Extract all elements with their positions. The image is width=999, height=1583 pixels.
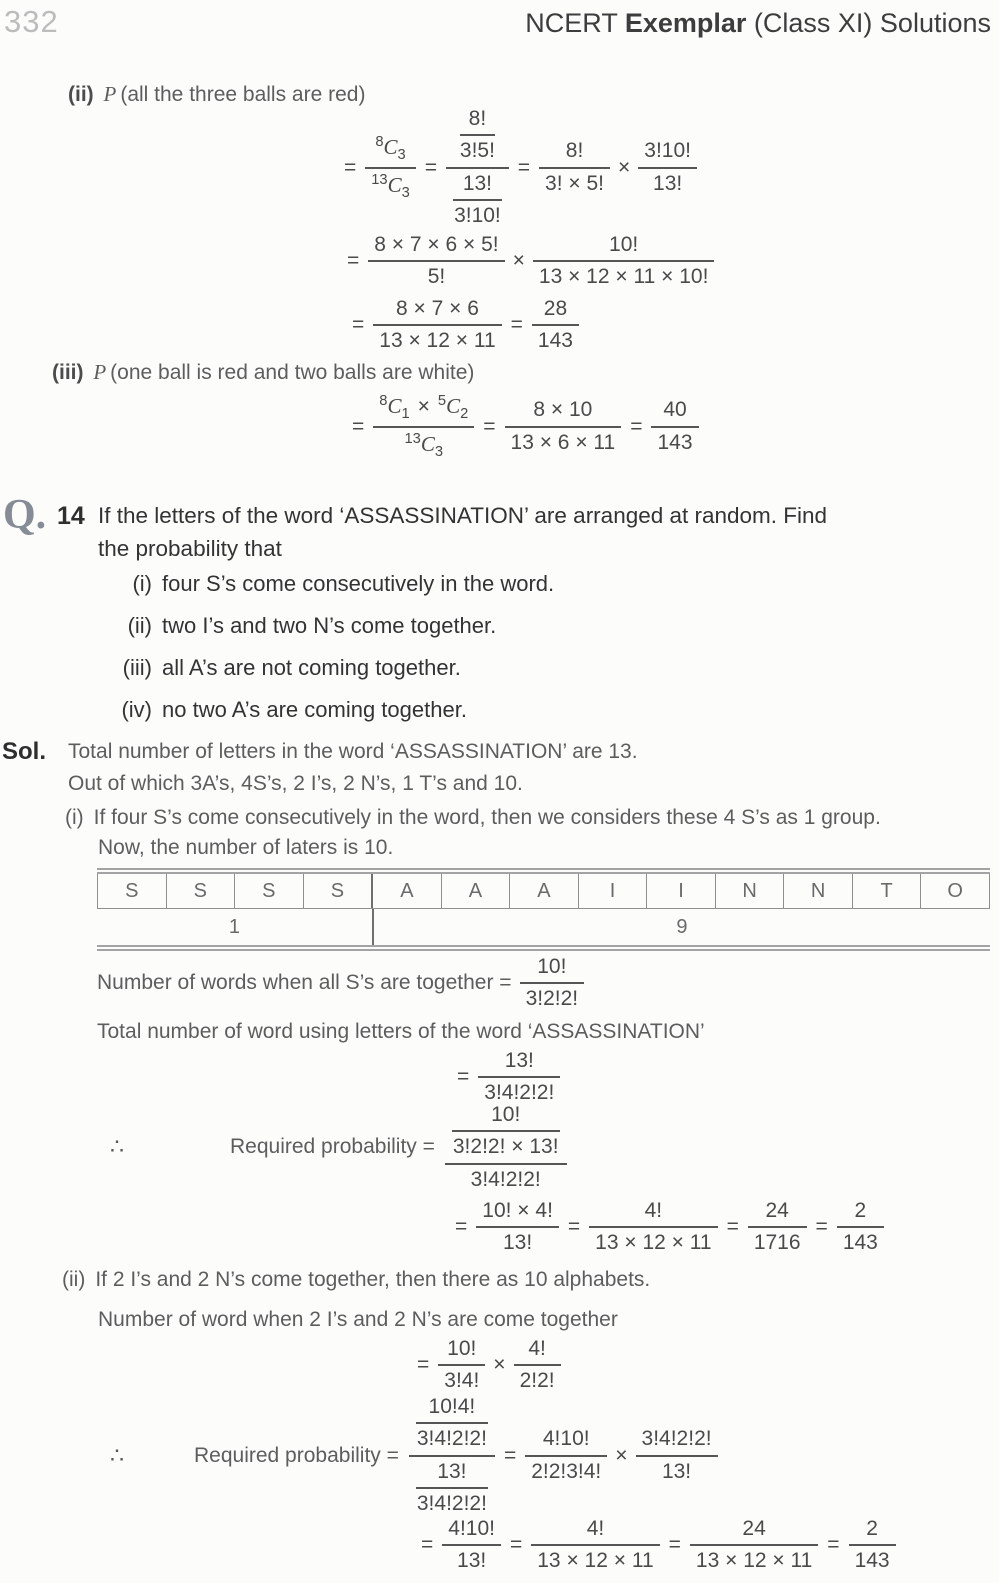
fraction	[690, 1514, 818, 1577]
fraction	[532, 294, 579, 357]
equation-e	[110, 1100, 567, 1195]
equals-sign: =	[815, 1215, 828, 1239]
subscript: 1	[401, 406, 410, 423]
total-words-text: Total number of word using letters of the word ‘ASSASSINATION’	[97, 1020, 705, 1043]
part-ii-heading	[68, 82, 365, 107]
part-iii-heading	[52, 360, 474, 385]
part-ii-label: (ii)	[68, 83, 94, 106]
equals-sign: =	[630, 414, 643, 438]
numerator: 2	[866, 1517, 878, 1540]
fraction-term: 13!	[462, 171, 493, 195]
part-iii-text: (one ball is red and two balls are white)	[110, 361, 475, 384]
equation-c	[97, 952, 584, 1015]
item-numeral: (iii)	[122, 655, 152, 680]
denominator: 2!2!	[514, 1364, 561, 1396]
denominator: 13 × 6 × 11	[505, 426, 622, 458]
item-text: all A’s are not coming together.	[162, 655, 461, 680]
item-numeral: (iv)	[121, 697, 152, 722]
multiply-sign: ×	[615, 1443, 628, 1467]
solution-item-ii	[62, 1268, 650, 1292]
fraction-term: 3!2!2! × 13!	[452, 1135, 559, 1159]
multiply-sign: ×	[512, 249, 525, 273]
table-cell: I	[647, 874, 716, 908]
fraction	[373, 294, 501, 357]
fraction-term: 10!4!	[428, 1395, 476, 1418]
numerator: 10!	[609, 233, 639, 256]
fraction-term: 3!5!	[459, 139, 495, 163]
denominator: 13 × 12 × 11	[531, 1544, 659, 1576]
equals-sign: =	[517, 155, 531, 179]
ncr-product	[373, 390, 474, 426]
fraction-term: 10!	[491, 1103, 521, 1126]
numerator: 3!4!2!2!	[641, 1427, 712, 1451]
item-numeral: (ii)	[62, 1268, 86, 1291]
fraction	[442, 1514, 501, 1577]
numerator: 3!10!	[644, 139, 691, 163]
ncr-13c3	[373, 426, 474, 464]
equals-sign: =	[510, 313, 523, 337]
numerator: 4!	[586, 1517, 605, 1540]
book-title-bold: Exemplar	[624, 8, 747, 38]
table-cell: A	[373, 874, 442, 908]
nested-fraction	[409, 1392, 495, 1519]
group-count-left: 1	[97, 909, 374, 945]
table-cell: N	[716, 874, 785, 908]
equals-sign: =	[347, 249, 360, 273]
numerator: 24	[765, 1199, 789, 1222]
numerator: 10!	[447, 1337, 477, 1360]
equals-sign: =	[424, 155, 438, 179]
book-title-prefix: NCERT	[525, 8, 625, 38]
ncr-fraction	[373, 390, 474, 463]
therefore-symbol: ∴	[110, 1134, 124, 1160]
question-number: 14	[57, 502, 85, 530]
fraction	[636, 1424, 718, 1487]
fraction	[520, 952, 585, 1015]
numerator: 2	[854, 1199, 867, 1222]
nested-fraction	[445, 1100, 567, 1195]
equation-h	[110, 1392, 718, 1519]
equals-sign: =	[509, 1533, 523, 1557]
equation-a2	[338, 230, 714, 293]
table-cell: S	[235, 874, 304, 908]
equals-sign: =	[417, 1353, 430, 1377]
item-text: If four S’s come consecutively in the word, then we considers these 4 S’s as 1 group.	[93, 806, 881, 829]
fraction	[589, 1196, 717, 1259]
fraction	[505, 395, 622, 458]
solution-line1: Total number of letters in the word ‘ASSASSINATION’ are 13.	[68, 740, 638, 763]
fraction	[651, 395, 698, 458]
subscript: 2	[460, 406, 469, 423]
fraction	[438, 1334, 485, 1397]
denominator: 5!	[368, 260, 504, 292]
fraction	[525, 1424, 607, 1487]
denominator: 2!2!3!4!	[525, 1455, 607, 1487]
equals-sign: =	[352, 414, 365, 438]
multiply-sign: ×	[493, 1353, 506, 1377]
equals-sign: =	[726, 1215, 739, 1239]
equals-sign: =	[668, 1533, 681, 1557]
equals-sign: =	[421, 1533, 434, 1557]
numerator: 4!	[528, 1337, 546, 1360]
numerator: 8 × 7 × 6 × 5!	[374, 233, 499, 256]
subscript: 3	[401, 184, 410, 201]
numerator: 28	[543, 297, 568, 320]
part-ii-text: (all the three balls are red)	[120, 83, 366, 106]
denominator: 13 × 12 × 11	[589, 1226, 717, 1258]
subscript: 3	[397, 147, 406, 164]
ncr-8c3	[365, 131, 416, 167]
table-cell: I	[579, 874, 648, 908]
denominator: 143	[651, 426, 698, 458]
solution-line2: Out of which 3A’s, 4S’s, 2 I’s, 2 N’s, 1 T’s and 10.	[68, 772, 523, 795]
probability-variable: P	[103, 82, 117, 106]
solution-item-i	[65, 806, 881, 830]
fraction	[539, 136, 610, 199]
numerator: 10!	[537, 955, 567, 978]
denominator: 3!2!2!	[520, 982, 585, 1014]
superscript: 8	[379, 393, 388, 409]
question-line1: If the letters of the word ‘ASSASSINATION’ are arranged at random. Find	[98, 503, 828, 528]
denominator: 143	[849, 1544, 896, 1576]
denominator: 13 × 12 × 11 × 10!	[533, 260, 715, 292]
equation-i	[412, 1514, 896, 1577]
question-item-iii	[96, 655, 461, 681]
equals-sign: =	[352, 313, 365, 337]
probability-variable: P	[93, 360, 107, 384]
solution-item-i-line2: Now, the number of laters is 10.	[98, 836, 394, 859]
equals-sign: =	[827, 1533, 840, 1557]
combination-symbol: C	[446, 394, 461, 418]
question-marker: Q.	[3, 492, 47, 538]
fraction	[368, 230, 504, 293]
combination-symbol: C	[387, 172, 402, 197]
denominator: 3!4!2!2!	[478, 1076, 560, 1108]
required-probability-label: Required probability =	[194, 1443, 399, 1467]
combination-symbol: C	[420, 431, 435, 456]
item-numeral: (ii)	[127, 613, 152, 638]
question-item-ii	[96, 613, 496, 639]
numerator: 10! × 4!	[482, 1199, 553, 1222]
item-text: four S’s come consecutively in the word.	[162, 571, 555, 596]
table-cell: T	[853, 874, 922, 908]
denominator: 13!	[638, 167, 697, 199]
table-cell: N	[784, 874, 853, 908]
denominator: 13!	[476, 1226, 559, 1258]
superscript: 13	[404, 430, 421, 447]
book-title	[525, 8, 991, 39]
table-cell: O	[921, 874, 990, 908]
multiply-sign: ×	[417, 395, 430, 418]
equation-g	[408, 1334, 561, 1397]
numerator: 13!	[504, 1049, 534, 1072]
numerator: 8 × 10	[533, 398, 593, 422]
numerator: 4!10!	[542, 1427, 590, 1451]
denominator: 13 × 12 × 11	[690, 1544, 818, 1576]
denominator: 3! × 5!	[539, 167, 610, 199]
fraction-term: 3!4!2!2!	[416, 1427, 487, 1451]
question-item-iv	[96, 697, 467, 723]
numerator: 4!10!	[448, 1517, 495, 1540]
table-cell: A	[510, 874, 579, 908]
therefore-symbol: ∴	[110, 1442, 124, 1468]
combination-symbol: C	[383, 134, 398, 159]
letters-table	[97, 868, 990, 951]
page-header	[0, 4, 999, 40]
fraction-term: 13!	[437, 1459, 467, 1483]
numerator: 8!	[565, 139, 584, 163]
fraction	[514, 1334, 561, 1397]
page-number: 332	[4, 4, 59, 39]
fraction-term: 3!4!2!2!	[416, 1491, 487, 1515]
solution-item-ii-line2: Number of word when 2 I’s and 2 N’s are come together	[98, 1308, 618, 1331]
question-line2: the probability that	[98, 536, 282, 561]
part-iii-label: (iii)	[52, 361, 84, 384]
nested-fraction	[446, 104, 509, 231]
equals-sign: =	[483, 414, 496, 438]
numerator: 8 × 7 × 6	[396, 297, 479, 320]
table-cell: S	[167, 874, 236, 908]
superscript: 8	[375, 133, 384, 150]
table-cell: S	[97, 874, 167, 908]
item-text: no two A’s are coming together.	[162, 697, 467, 722]
equals-sign: =	[567, 1215, 581, 1239]
ncr-fraction	[365, 131, 416, 204]
combination-symbol: C	[387, 394, 402, 418]
denominator: 13!	[636, 1455, 718, 1487]
equation-b	[343, 390, 699, 463]
equals-sign: =	[457, 1065, 470, 1089]
group-count-right: 9	[676, 915, 688, 938]
numerator: 4!	[644, 1199, 663, 1222]
subscript: 3	[434, 443, 444, 460]
denominator: 3!4!	[438, 1364, 485, 1396]
denominator: 13!	[442, 1544, 501, 1576]
numerator: 40	[663, 398, 687, 422]
fraction	[849, 1514, 896, 1577]
fraction	[533, 230, 715, 293]
solution-marker: Sol.	[2, 738, 47, 765]
fraction	[638, 136, 697, 199]
fraction-term: 3!4!2!2!	[470, 1167, 541, 1191]
fraction-term: 8!	[468, 107, 487, 130]
groups-row	[97, 909, 990, 945]
equals-sign: =	[344, 155, 357, 179]
ncr-13c3	[365, 167, 416, 205]
denominator: 13 × 12 × 11	[373, 324, 501, 356]
equation-a3	[343, 294, 579, 357]
required-probability-label: Required probability =	[230, 1135, 435, 1159]
item-numeral: (i)	[65, 806, 84, 829]
item-numeral: (i)	[132, 571, 152, 596]
equals-sign: =	[455, 1215, 468, 1239]
words-together-text: Number of words when all S’s are together =	[97, 971, 512, 995]
question-item-i	[96, 571, 554, 597]
fraction	[837, 1196, 884, 1259]
book-title-suffix: (Class XI) Solutions	[746, 8, 991, 38]
denominator: 143	[532, 324, 579, 356]
multiply-sign: ×	[618, 155, 631, 179]
superscript: 13	[371, 171, 388, 188]
fraction-term: 3!10!	[454, 203, 501, 227]
equation-a1	[335, 104, 697, 231]
letters-row	[97, 874, 990, 909]
item-text: two I’s and two N’s come together.	[162, 613, 497, 638]
denominator: 143	[837, 1226, 884, 1258]
denominator: 1716	[748, 1226, 807, 1258]
item-text: If 2 I’s and 2 N’s come together, then there as 10 alphabets.	[95, 1268, 651, 1291]
fraction	[748, 1196, 807, 1259]
numerator: 24	[742, 1517, 766, 1540]
equation-f	[446, 1196, 884, 1259]
fraction	[476, 1196, 559, 1259]
fraction	[531, 1514, 659, 1577]
superscript: 5	[437, 393, 447, 409]
table-cell: A	[442, 874, 511, 908]
equals-sign: =	[503, 1443, 517, 1467]
table-cell: S	[304, 874, 374, 908]
